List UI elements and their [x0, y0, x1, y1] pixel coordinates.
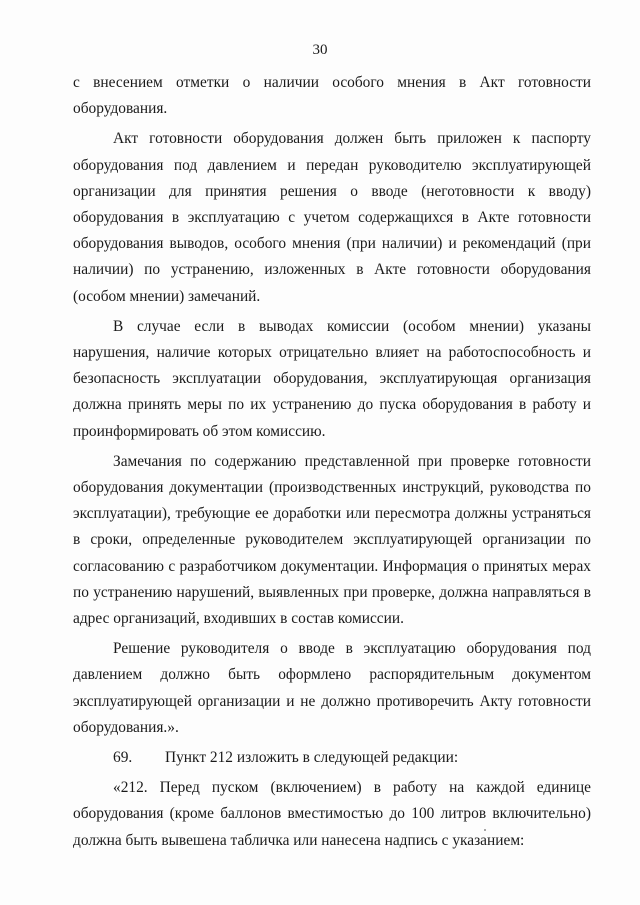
paragraph-remarks: Замечания по содержанию представленной при проверке готовности оборудования документации (производственных инструкций, руководства по эксплуатации), требующие ее доработки или пересмотра должны устраняться в сроки, определенные руководителем эксплуатирующей организации по согласованию с разработчиком документации. Информация о принятых мерах по устранению нарушений, выявленных при проверке, должна направляться в адрес организаций, входивших в состав комиссии. [73, 452, 591, 628]
numbered-item-69 [73, 745, 591, 771]
scan-speck [484, 829, 486, 831]
paragraph-decision: Решение руководителя о вводе в эксплуатацию оборудования под давлением должно быть оформлено распорядительным документом эксплуатирующей организации и не должно противоречить Акту готовности оборудования.». [73, 640, 591, 736]
paragraph-continuation: с внесением отметки о наличии особого мнения в Акт готовности оборудования. [73, 74, 591, 118]
paragraph-212: «212. Перед пуском (включением) в работу на каждой единице оборудования (кроме баллонов вместимостью до 100 литров включительно) должна быть вывешена табличка или нанесена надпись с указанием: [73, 779, 591, 849]
item-text: Пункт 212 изложить в следующей редакции: [165, 749, 459, 767]
page-number: 30 [312, 42, 328, 58]
paragraph-violations: В случае если в выводах комиссии (особом мнении) указаны нарушения, наличие которых отрицательно влияет на работоспособность и безопасность эксплуатации оборудования, эксплуатирующая организация должна принять меры по их устранению до пуска оборудования в работу и проинформировать об этом комиссию. [73, 317, 591, 440]
item-number: 69. [113, 749, 133, 767]
paragraph-readiness-act: Акт готовности оборудования должен быть приложен к паспорту оборудования под давлением и передан руководителю эксплуатирующей организации для принятия решения о вводе (неготовности к вводу) оборудования в эксплуатацию с учетом содержащихся в Акте готовности оборудования выводов, особого мнения (при наличии) и рекомендаций (при наличии) по устранению, изложенных в Акте готовности оборудования (особом мнении) замечаний. [73, 130, 591, 305]
document-body [73, 70, 591, 854]
